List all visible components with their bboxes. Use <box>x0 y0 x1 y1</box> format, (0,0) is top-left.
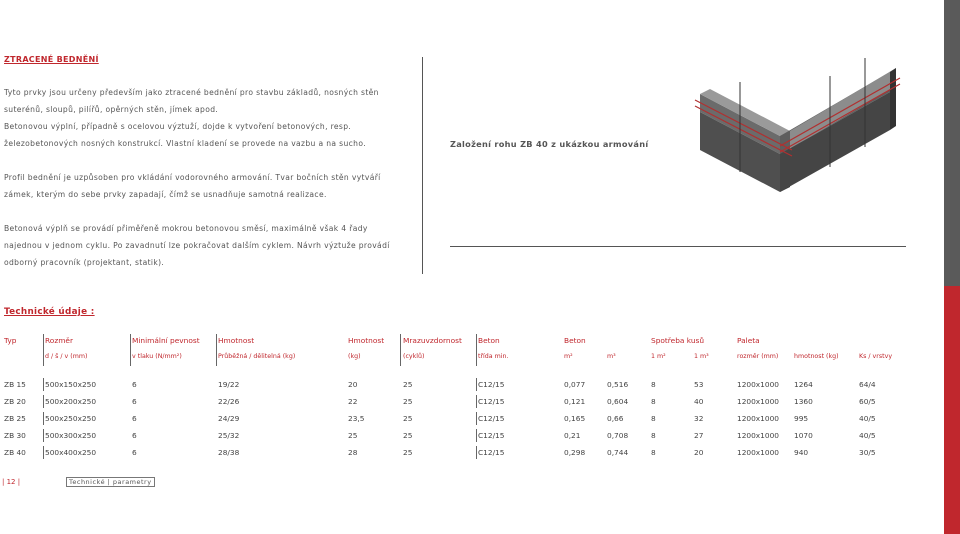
header-typ: Typ <box>4 336 17 345</box>
row-separator <box>476 446 477 459</box>
cell-hmotnost: 22/26 <box>218 397 240 406</box>
row-separator <box>43 412 44 425</box>
cell-1m3: 53 <box>694 380 704 389</box>
subheader-m3: m³ <box>607 353 616 360</box>
subheader-1m2: 1 m² <box>651 353 666 360</box>
cell-1m3: 32 <box>694 414 704 423</box>
header-paleta: Paleta <box>737 336 760 345</box>
cell-paleta-rozmer: 1200x1000 <box>737 380 779 389</box>
header-separator <box>43 334 44 366</box>
cell-m2: 0,298 <box>564 448 586 457</box>
cell-trida: C12/15 <box>478 380 505 389</box>
header-hmotnost-2: Hmotnost <box>348 336 385 345</box>
cell-paleta-hmotnost: 940 <box>794 448 809 457</box>
cell-pevnost: 6 <box>132 397 137 406</box>
header-beton-2: Beton <box>564 336 586 345</box>
table-row <box>0 448 940 460</box>
cell-cyklu: 25 <box>403 431 413 440</box>
row-separator <box>43 378 44 391</box>
subheader-hmotnost-kg: (kg) <box>348 353 361 360</box>
row-separator <box>43 446 44 459</box>
cell-typ: ZB 25 <box>4 414 26 423</box>
subheader-rozmer-mm: rozměr (mm) <box>737 353 779 360</box>
column-divider <box>422 57 423 274</box>
cell-typ: ZB 40 <box>4 448 26 457</box>
header-separator <box>400 334 401 366</box>
header-rozmer: Rozměr <box>45 336 73 345</box>
cell-1m3: 40 <box>694 397 704 406</box>
paragraph-2: Betonovou výplní, případně s ocelovou výztuží, dojde k vytvoření betonových, resp. železobetonových nosných konstrukcí. Vlastní kladení se provede na vazbu a na sucho. <box>4 122 366 148</box>
cell-1m2: 8 <box>651 397 656 406</box>
header-separator <box>476 334 477 366</box>
subheader-cyklu: (cyklů) <box>403 353 425 360</box>
subheader-trida: třída min. <box>478 353 509 360</box>
table-row <box>0 397 940 409</box>
paragraph-1: Tyto prvky jsou určeny především jako ztracené bednění pro stavbu základů, nosných stěn suterénů, sloupů, pilířů, opěrných stěn, jímek apod. <box>4 88 379 114</box>
header-pevnost: Minimální pevnost <box>132 336 200 345</box>
caption-divider <box>450 246 906 247</box>
cell-hmotnost: 19/22 <box>218 380 240 389</box>
table-row <box>0 431 940 443</box>
cell-rozmer: 500x200x250 <box>45 397 97 406</box>
cell-hmotnost-kg: 22 <box>348 397 358 406</box>
cell-cyklu: 25 <box>403 397 413 406</box>
table-row <box>0 380 940 392</box>
cell-m3: 0,516 <box>607 380 629 389</box>
cell-paleta-rozmer: 1200x1000 <box>737 448 779 457</box>
cell-trida: C12/15 <box>478 448 505 457</box>
cell-hmotnost-kg: 25 <box>348 431 358 440</box>
cell-1m3: 20 <box>694 448 704 457</box>
header-separator <box>216 334 217 366</box>
cell-rozmer: 500x300x250 <box>45 431 97 440</box>
cell-paleta-rozmer: 1200x1000 <box>737 431 779 440</box>
cell-cyklu: 25 <box>403 380 413 389</box>
cell-1m2: 8 <box>651 414 656 423</box>
cell-trida: C12/15 <box>478 414 505 423</box>
cell-paleta-rozmer: 1200x1000 <box>737 414 779 423</box>
cell-ks-vrstvy: 40/5 <box>859 414 876 423</box>
subheader-rozmer: d / š / v (mm) <box>45 353 88 360</box>
row-separator <box>43 395 44 408</box>
cell-1m2: 8 <box>651 448 656 457</box>
table-row <box>0 414 940 426</box>
cell-m3: 0,604 <box>607 397 629 406</box>
cell-1m2: 8 <box>651 380 656 389</box>
cell-pevnost: 6 <box>132 448 137 457</box>
cell-rozmer: 500x250x250 <box>45 414 97 423</box>
cell-m3: 0,708 <box>607 431 629 440</box>
cell-m2: 0,165 <box>564 414 586 423</box>
header-beton-1: Beton <box>478 336 500 345</box>
cell-rozmer: 500x400x250 <box>45 448 97 457</box>
cell-paleta-hmotnost: 995 <box>794 414 809 423</box>
cell-pevnost: 6 <box>132 431 137 440</box>
page-number: | 12 | <box>2 478 21 486</box>
image-caption: Založení rohu ZB 40 z ukázkou armování <box>450 139 649 149</box>
cell-cyklu: 25 <box>403 414 413 423</box>
tech-title: Technické údaje : <box>4 307 95 317</box>
cell-typ: ZB 20 <box>4 397 26 406</box>
cell-hmotnost-kg: 20 <box>348 380 358 389</box>
paragraph-4: Betonová výplň se provádí přiměřeně mokrou betonovou směsí, maximálně však 4 řady najednou v jednom cyklu. Po zavadnutí lze pokračovat dalším cyklem. Návrh výztuže provádí odborný pracovník (projektant, statik). <box>4 224 390 267</box>
paragraph-3: Profil bednění je uzpůsoben pro vkládání vodorovného armování. Tvar bočních stěn vytváří zámek, kterým do sebe prvky zapadají, čímž se usnadňuje samotná realizace. <box>4 173 381 199</box>
cell-pevnost: 6 <box>132 380 137 389</box>
row-separator <box>476 395 477 408</box>
header-separator <box>130 334 131 366</box>
subheader-1m3: 1 m³ <box>694 353 709 360</box>
header-mrazuvzdornost: Mrazuvzdornost <box>403 336 462 345</box>
cell-ks-vrstvy: 60/5 <box>859 397 876 406</box>
cell-m2: 0,21 <box>564 431 581 440</box>
side-bar-red <box>944 286 960 534</box>
cell-typ: ZB 15 <box>4 380 26 389</box>
cell-m3: 0,744 <box>607 448 629 457</box>
cell-1m2: 8 <box>651 431 656 440</box>
header-spotreba: Spotřeba kusů <box>651 336 705 345</box>
cell-hmotnost: 28/38 <box>218 448 240 457</box>
cell-paleta-rozmer: 1200x1000 <box>737 397 779 406</box>
row-separator <box>476 412 477 425</box>
section-title: ZTRACENÉ BEDNĚNÍ <box>4 55 99 64</box>
row-separator <box>43 429 44 442</box>
cell-paleta-hmotnost: 1070 <box>794 431 813 440</box>
subheader-hmotnost: Průběžná / dělitelná (kg) <box>218 353 296 360</box>
cell-m3: 0,66 <box>607 414 624 423</box>
cell-ks-vrstvy: 64/4 <box>859 380 876 389</box>
formwork-corner-image <box>680 42 910 200</box>
subheader-ks-vrstvy: Ks / vrstvy <box>859 353 893 360</box>
subheader-m2: m² <box>564 353 573 360</box>
row-separator <box>476 429 477 442</box>
subheader-hmotnost-kg-paleta: hmotnost (kg) <box>794 353 839 360</box>
cell-cyklu: 25 <box>403 448 413 457</box>
cell-m2: 0,121 <box>564 397 586 406</box>
cell-1m3: 27 <box>694 431 704 440</box>
subheader-pevnost: v tlaku (N/mm²) <box>132 353 182 360</box>
cell-hmotnost: 25/32 <box>218 431 240 440</box>
cell-hmotnost-kg: 28 <box>348 448 358 457</box>
cell-ks-vrstvy: 30/5 <box>859 448 876 457</box>
cell-hmotnost: 24/29 <box>218 414 240 423</box>
cell-trida: C12/15 <box>478 397 505 406</box>
row-separator <box>476 378 477 391</box>
cell-pevnost: 6 <box>132 414 137 423</box>
cell-paleta-hmotnost: 1360 <box>794 397 813 406</box>
cell-hmotnost-kg: 23,5 <box>348 414 365 423</box>
cell-trida: C12/15 <box>478 431 505 440</box>
cell-paleta-hmotnost: 1264 <box>794 380 813 389</box>
footer-label: Technické | parametry <box>66 477 155 487</box>
cell-m2: 0,077 <box>564 380 586 389</box>
header-hmotnost-1: Hmotnost <box>218 336 255 345</box>
cell-rozmer: 500x150x250 <box>45 380 97 389</box>
cell-ks-vrstvy: 40/5 <box>859 431 876 440</box>
cell-typ: ZB 30 <box>4 431 26 440</box>
